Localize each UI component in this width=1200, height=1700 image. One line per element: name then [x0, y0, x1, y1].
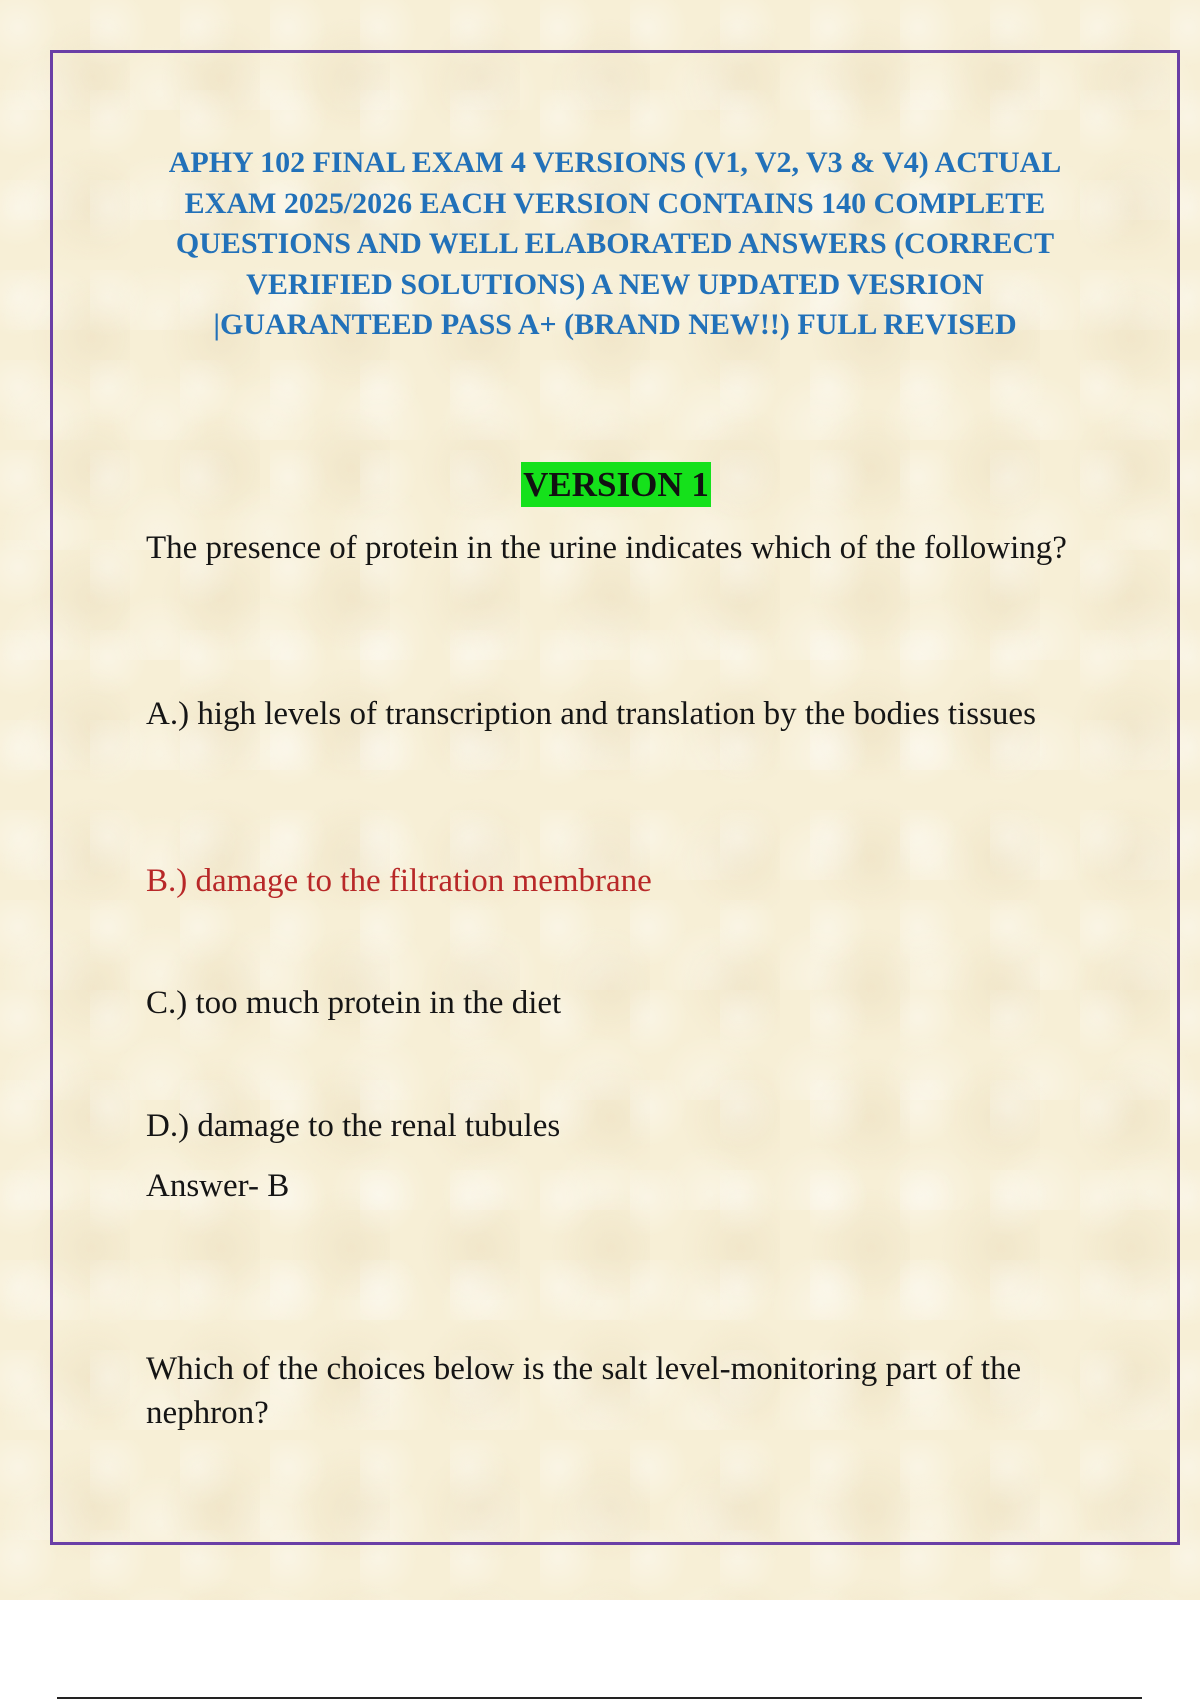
question-1-option-c: C.) too much protein in the diet [146, 985, 562, 1021]
question-1-option-a: A.) high levels of transcription and translation by the bodies tissues [146, 696, 1036, 732]
question-1-answer: Answer- B [146, 1168, 290, 1204]
question-2-text: Which of the choices below is the salt level-monitoring part of the nephron? [146, 1351, 1022, 1431]
question-1-text: The presence of protein in the urine indicates which of the following? [146, 530, 1067, 566]
document-title: APHY 102 FINAL EXAM 4 VERSIONS (V1, V2, V3 & V4) ACTUAL EXAM 2025/2026 EACH VERSION CONTAINS 140 COMPLETE QUESTIONS AND WELL ELABORATED ANSWERS (CORRECT VERIFIED SOLUTIONS) A NEW UPDATED VESRION |GUARANTEED PASS A+ (BRAND NEW!!) FULL REVISED [168, 146, 1062, 341]
question-1-option-d: D.) damage to the renal tubules [146, 1108, 561, 1144]
question-1-option-b: B.) damage to the filtration membrane [146, 863, 652, 899]
version-heading-row [0, 462, 1200, 507]
footer-divider [57, 1697, 1142, 1699]
version-label: VERSION 1 [521, 462, 711, 507]
